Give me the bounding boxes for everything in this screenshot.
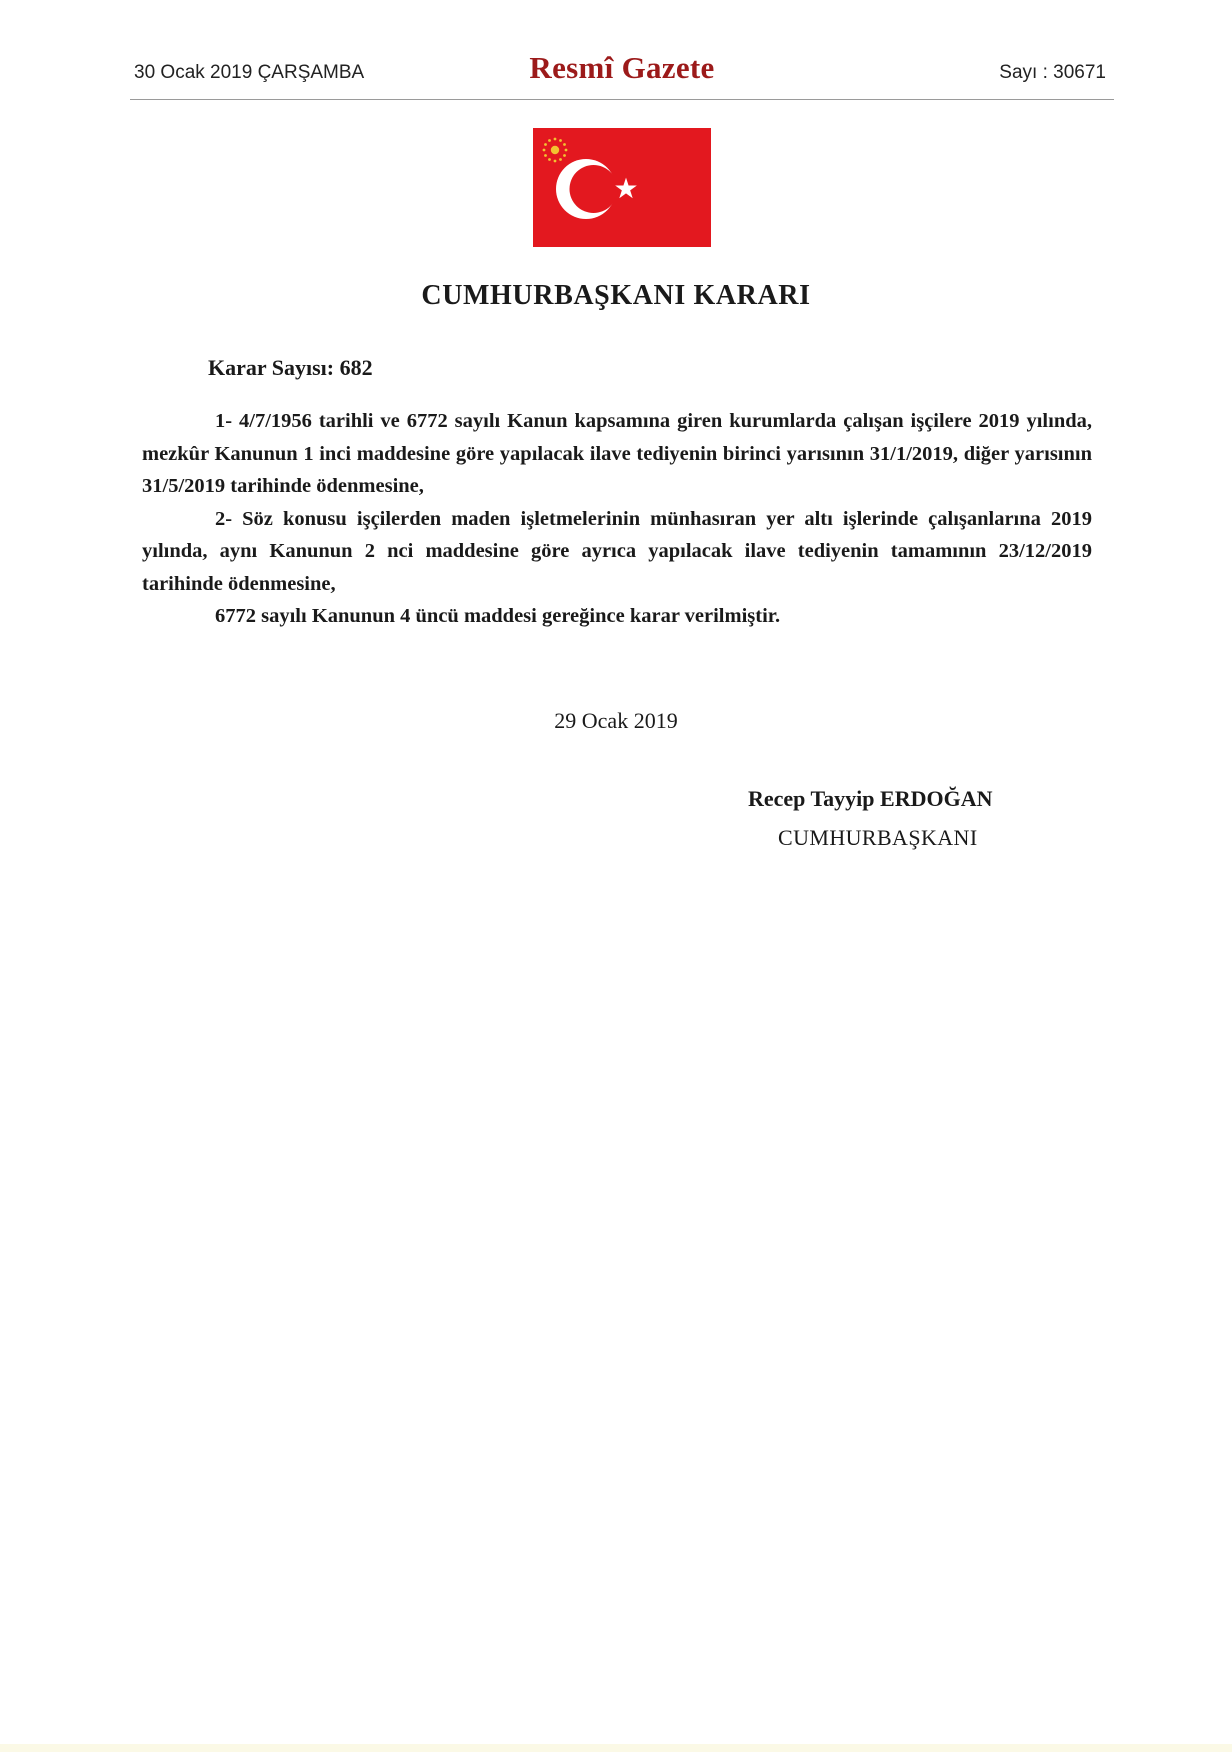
masthead-divider [130, 99, 1114, 100]
masthead [130, 50, 1114, 100]
decision-paragraph: 1- 4/7/1956 tarihli ve 6772 sayılı Kanun kapsamına giren kurumlarda çalışan işçilere 2019 yılında, mezkûr Kanunun 1 inci maddesine göre yapılacak ilave tediyenin birinci yarısının 31/1/2019, diğer yarısının 31/5/2019 tarihinde ödenmesine, [142, 410, 1092, 497]
decision-paragraph: 2- Söz konusu işçilerden maden işletmelerinin münhasıran yer altı işlerinde çalışanlarına 2019 yılında, aynı Kanunun 2 nci maddesine göre ayrıca yapılacak ilave tediyenin tamamının 23/12/2019 tarihinde ödenmesine, [142, 507, 1092, 595]
signing-date: 29 Ocak 2019 [554, 708, 678, 733]
signer-title: CUMHURBAŞKANI [778, 825, 978, 850]
turkish-flag-icon [533, 128, 711, 247]
decision-paragraph: 6772 sayılı Kanunun 4 üncü maddesi gereğince karar verilmiştir. [215, 605, 781, 627]
gazette-title: Resmî Gazete [529, 50, 715, 85]
decision-number: Karar Sayısı: 682 [208, 355, 373, 380]
document-title: CUMHURBAŞKANI KARARI [421, 280, 811, 311]
decision-body [142, 405, 1092, 633]
issue-number: Sayı : 30671 [999, 62, 1106, 83]
scan-edge [0, 1744, 1232, 1752]
signer-name: Recep Tayyip ERDOĞAN [748, 786, 993, 811]
publication-date: 30 Ocak 2019 ÇARŞAMBA [134, 62, 365, 83]
